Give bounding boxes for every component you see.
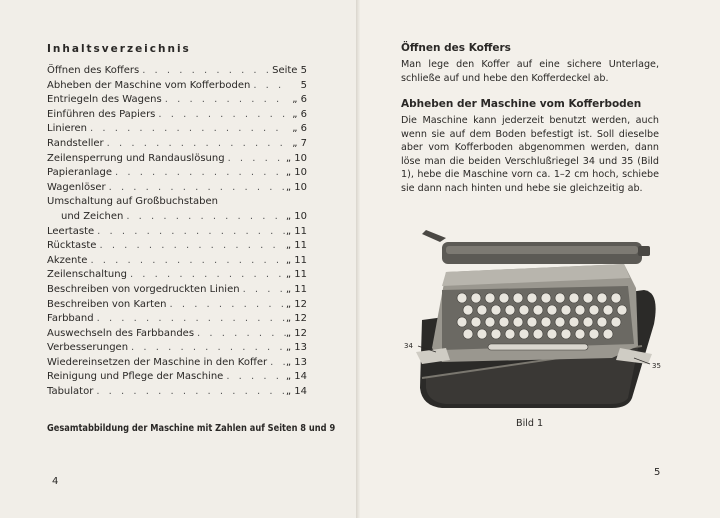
toc-entry-page: „ 10: [285, 210, 307, 222]
toc-entry-page: „ 14: [285, 386, 307, 398]
toc-entry-label: Umschaltung auf Großbuchstaben: [47, 196, 218, 208]
toc-entry-page: „ 10: [285, 167, 307, 179]
toc-entry: [47, 195, 307, 210]
toc-entry: [47, 254, 307, 269]
toc-entry-page: „ 10: [285, 152, 307, 164]
toc-leader-dots: [218, 195, 287, 210]
toc-entry: [47, 356, 307, 371]
toc-entry-label: Beschreiben von Karten: [47, 298, 167, 310]
toc-entry: [47, 370, 307, 385]
toc-entry: [47, 268, 307, 283]
toc-leader-dots: [194, 327, 286, 342]
toc-entry-label: und Zeichen: [61, 210, 124, 222]
figure-caption: Bild 1: [516, 418, 544, 429]
toc-entry-label: Akzente: [47, 254, 88, 266]
toc-entry-label: Verbesserungen: [47, 342, 129, 354]
toc-entry: [47, 312, 307, 327]
toc-entry-label: Tabulator: [47, 386, 94, 398]
toc-entry: [47, 283, 307, 298]
toc-entry: [47, 79, 307, 94]
toc-entry-page: Seite 5: [272, 65, 307, 76]
toc-entry: [47, 152, 307, 167]
book-gutter: [356, 0, 360, 518]
toc-entry: [47, 181, 307, 196]
toc-leader-dots: [155, 108, 287, 123]
toc-entry-page: „ 10: [285, 181, 307, 193]
toc-entry: [47, 166, 307, 181]
toc-leader-dots: [139, 64, 272, 79]
section-heading-lift-machine: Abheben der Maschine vom Kofferboden: [401, 98, 642, 110]
toc-entry-page: „ 7: [292, 137, 307, 149]
toc-entry-page: „ 6: [292, 123, 307, 135]
toc-entry-page: „ 11: [285, 254, 307, 266]
toc-entry-page: „ 11: [285, 240, 307, 252]
toc-leader-dots: [93, 385, 286, 400]
page-number-right: 5: [654, 467, 661, 478]
toc-entry-label: Papieranlage: [47, 167, 112, 179]
section-text-lift-machine: Die Maschine kann jederzeit benutzt werden, auch wenn sie auf dem Boden befestigt ist. Soll dieselbe aber vom Kofferboden abgenommen werden, dann löse man die beiden Verschlußriegel 34 und 35 (Bild 1), hebe die Maschine vorn ca. 1–2 cm hoch, schiebe sie dann nach hinten und hebe sie gleichzeitig ab.: [401, 115, 659, 194]
toc-entry-label: Auswechseln des Farbbandes: [47, 327, 195, 339]
toc-entry: [47, 108, 307, 123]
toc-leader-dots: [128, 341, 286, 356]
toc-entry-label: Linieren: [47, 123, 87, 135]
toc-leader-dots: [87, 254, 285, 269]
toc-entry-label: Farbband: [47, 313, 94, 325]
toc-leader-dots: [96, 239, 285, 254]
toc-leader-dots: [87, 122, 287, 137]
toc-entry-page: „ 6: [292, 94, 307, 106]
toc-entry: [47, 385, 307, 400]
toc-entry-label: Wiedereinsetzen der Maschine in den Koffer: [47, 356, 268, 368]
toc-entry-label: Wagenlöser: [47, 181, 106, 193]
toc-entry-page: 5: [300, 79, 307, 91]
toc-entry: [47, 64, 307, 79]
toc-entry: [47, 210, 307, 225]
toc-entry-label: Randsteller: [47, 137, 104, 149]
toc-entry-label: Rücktaste: [47, 240, 97, 252]
toc-entry-label: Leertaste: [47, 225, 95, 237]
section-text-open-case: Man lege den Koffer auf eine sichere Unterlage, schließe auf und hebe den Kofferdeckel ab.: [401, 59, 659, 84]
toc-leader-dots: [106, 181, 286, 196]
toc-leader-dots: [104, 137, 287, 152]
toc-entry-page: „ 11: [285, 283, 307, 295]
toc-leader-dots: [223, 370, 286, 385]
toc-entry-page: „ 11: [285, 225, 307, 237]
toc-entry-label: Öffnen des Koffers: [47, 65, 140, 76]
table-of-contents: [47, 64, 307, 400]
toc-entry-label: Abheben der Maschine vom Kofferboden: [47, 79, 251, 91]
toc-entry-page: [287, 195, 307, 210]
typewriter-illustration: [402, 228, 668, 418]
toc-leader-dots: [225, 152, 286, 167]
toc-leader-dots: [123, 210, 286, 225]
toc-entry: [47, 225, 307, 240]
toc-entry-label: Entriegeln des Wagens: [47, 94, 162, 106]
callout-34: 34: [404, 342, 413, 350]
toc-entry: [47, 239, 307, 254]
toc-entry: [47, 122, 307, 137]
toc-title: Inhaltsverzeichnis: [47, 43, 191, 55]
toc-entry-page: „ 11: [285, 269, 307, 281]
toc-entry: [47, 93, 307, 108]
toc-entry-page: „ 14: [285, 371, 307, 383]
toc-entry-page: „ 12: [285, 313, 307, 325]
toc-entry-label: Zeilenschaltung: [47, 269, 127, 281]
section-heading-open-case: Öffnen des Koffers: [401, 42, 511, 54]
toc-entry: [47, 137, 307, 152]
page-number-left: 4: [52, 476, 59, 487]
toc-leader-dots: [250, 79, 287, 94]
footer-note: Gesamtabbildung der Maschine mit Zahlen auf Seiten 8 und 9: [47, 423, 336, 434]
toc-leader-dots: [162, 93, 287, 108]
toc-leader-dots: [267, 356, 286, 371]
toc-entry-page: „ 13: [285, 342, 307, 354]
toc-leader-dots: [166, 298, 285, 313]
toc-entry: [47, 327, 307, 342]
toc-entry-page: „ 12: [285, 298, 307, 310]
toc-entry-label: Zeilensperrung und Randauslösung: [47, 152, 225, 164]
toc-leader-dots: [127, 268, 286, 283]
toc-entry: [47, 298, 307, 313]
toc-leader-dots: [94, 225, 286, 240]
toc-entry-page: „ 12: [285, 327, 307, 339]
toc-entry-label: Beschreiben von vorgedruckten Linien: [47, 283, 240, 295]
toc-entry-label: Einführen des Papiers: [47, 108, 156, 120]
toc-leader-dots: [112, 166, 286, 181]
toc-entry-page: „ 13: [285, 356, 307, 368]
toc-entry-page: „ 6: [292, 108, 307, 120]
callout-35: 35: [652, 362, 661, 370]
toc-entry-label: Reinigung und Pflege der Maschine: [47, 371, 224, 383]
toc-leader-dots: [94, 312, 286, 327]
toc-entry: [47, 341, 307, 356]
toc-leader-dots: [240, 283, 286, 298]
